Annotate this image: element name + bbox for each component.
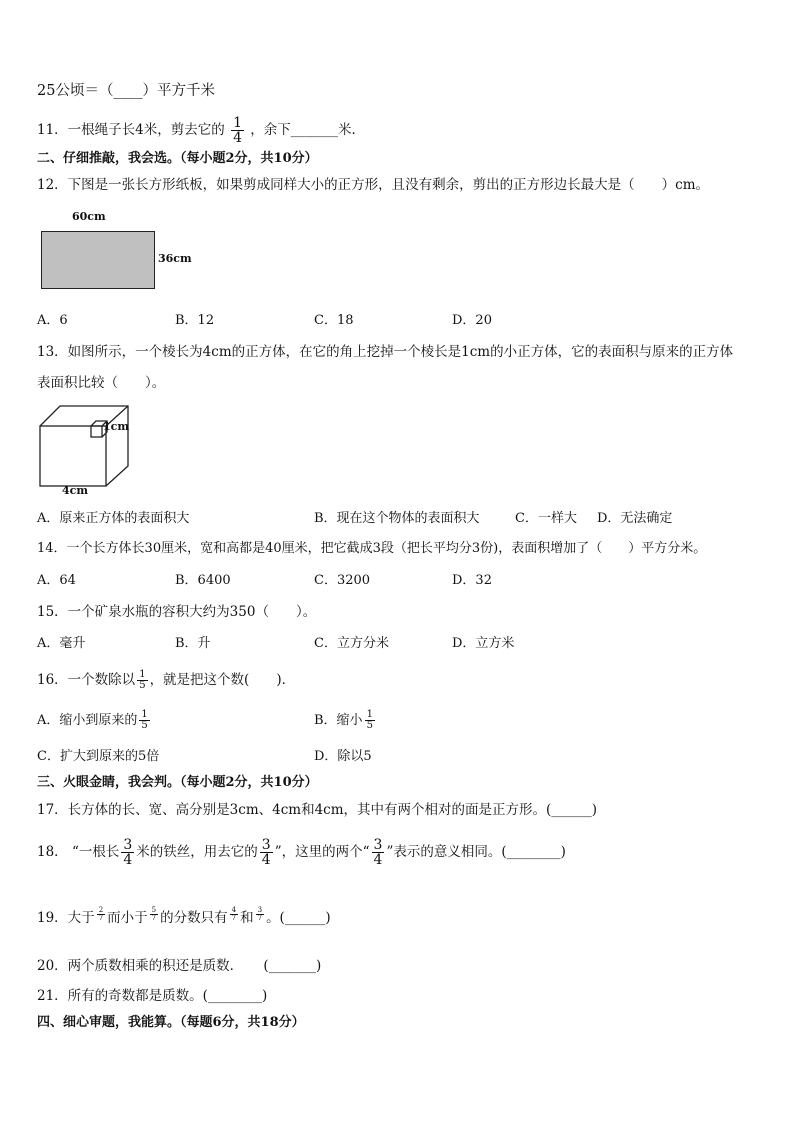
fraction-3-4 [121,838,134,867]
q12-option-c: C．18 [314,313,354,328]
question-13-line1: 13．如图所示，一个棱长为4cm的正方体，在它的角上挖掉一个棱长是1cm的小正方体，它的表面积与原来的正方体 [37,344,734,360]
q16-option-d: D．除以5 [314,749,372,764]
fraction-denominator: 4 [123,852,133,868]
q13-option-a: A．原来正方体的表面积大 [37,511,190,526]
fraction-numerator: 1 [141,709,148,720]
fraction-1-5 [365,710,375,731]
q16-option-b [314,710,377,731]
q19-text-d: 和 [240,910,254,926]
fraction-1-5 [137,670,147,691]
fraction-3-7 [256,907,264,922]
fraction-denominator: 5 [366,720,373,731]
fraction-denominator: 5 [139,680,146,691]
rect-width-label: 60cm [72,210,106,223]
fraction-denominator: 4 [261,852,271,868]
q16-option-a [37,710,152,731]
fraction-numerator: 4 [231,906,237,914]
fraction-denominator: 7 [257,914,263,922]
cube-front-face [40,426,106,486]
fraction-denominator: 7 [98,914,104,922]
q19-text-c: 的分数只有 [160,910,228,926]
fraction-numerator: 3 [373,837,383,853]
fraction-numerator: 1 [366,709,373,720]
question-17: 17．长方体的长、宽、高分别是3cm、4cm和4cm，其中有两个相对的面是正方形。(______) [37,802,598,818]
q14-option-a: A．64 [37,573,76,588]
question-21: 21．所有的奇数都是质数。(________) [37,988,268,1004]
q15-option-b: B．升 [175,636,211,651]
question-13-line2: 表面积比较（ ）。 [37,375,166,391]
q19-text-b: 而小于 [107,910,148,926]
fraction-denominator: 7 [231,914,237,922]
q15-option-d: D．立方米 [452,636,515,651]
q19-text-a: 19．大于 [37,910,95,926]
question-19 [37,906,331,927]
q16-option-c: C．扩大到原来的5倍 [37,749,160,764]
fraction-1-5 [139,710,149,731]
q14-option-d: D．32 [452,573,492,588]
q13-option-d: D．无法确定 [597,511,673,526]
fraction-numerator: 3 [257,906,263,914]
question-12: 12．下图是一张长方形纸板，如果剪成同样大小的正方形，且没有剩余，剪出的正方形边长最大是（ ）cm。 [37,177,710,193]
fraction-3-4 [372,838,385,867]
section-4-heading: 四、细心审题，我能算。（每题6分，共18分） [37,1015,305,1030]
q18-text-c: ”，这里的两个“ [274,844,370,860]
q13-option-c: C．一样大 [515,511,577,526]
cube-small-label: 1cm [103,420,129,433]
small-cube-cut [91,426,102,437]
q14-option-b: B．6400 [175,573,231,588]
section-3-heading: 三、火眼金睛，我会判。（每小题2分，共10分） [37,775,318,790]
question-11 [37,116,365,145]
fraction-denominator: 4 [373,852,383,868]
rect-height-label: 36cm [158,252,192,265]
section-2-heading: 二、仔细推敲，我会选。（每小题2分，共10分） [37,151,318,166]
q11-text-b: ，余下_______米． [250,122,366,138]
q12-option-b: B．12 [175,313,215,328]
q16-text-b: ，就是把这个数( )． [149,672,296,688]
fraction-numerator: 1 [139,669,146,680]
q12-option-a: A．6 [37,313,68,328]
fraction-denominator: 5 [141,720,148,731]
fraction-numerator: 1 [233,115,242,131]
q16-option-b-text: B．缩小 [314,713,363,728]
fraction-numerator: 3 [123,837,133,853]
rectangle-figure [41,231,155,289]
fraction-numerator: 2 [98,906,104,914]
q18-text-d: ”表示的意义相同。(________) [386,844,566,860]
q11-text-a: 11．一根绳子长4米，剪去它的 [37,122,225,138]
fraction-1-4 [231,116,244,145]
fraction-3-4 [260,838,273,867]
fraction-2-7 [97,907,105,922]
question-20: 20．两个质数相乘的积还是质数． (_______) [37,958,322,974]
question-15: 15．一个矿泉水瓶的容积大约为350（ ）。 [37,604,317,620]
fraction-numerator: 3 [261,837,271,853]
q13-option-b: B．现在这个物体的表面积大 [314,511,480,526]
question-16 [37,670,295,691]
q16-option-a-text: A．缩小到原来的 [37,713,138,728]
q12-option-d: D．20 [452,313,492,328]
fraction-4-7 [230,907,238,922]
q19-text-e: 。(______) [266,910,331,926]
cube-edge-label: 4cm [62,484,88,497]
fraction-numerator: 5 [151,906,157,914]
q15-option-c: C．立方分米 [314,636,389,651]
q15-option-a: A．毫升 [37,636,86,651]
question-14: 14．一个长方体长30厘米，宽和高都是40厘米，把它截成3段（把长平均分3份)，表面积增加了（ ）平方分米。 [37,541,707,556]
fraction-denominator: 7 [151,914,157,922]
question-18 [37,838,566,867]
fraction-5-7 [150,907,158,922]
fraction-denominator: 4 [233,130,242,146]
q16-text-a: 16．一个数除以 [37,672,136,688]
q18-text-b: 米的铁丝，用去它的 [136,844,258,860]
question-10-tail: 25公顷＝（____）平方千米 [37,83,215,99]
q18-text-a: 18． “一根长 [37,844,120,860]
cube-figure [34,402,144,492]
q14-option-c: C．3200 [314,573,371,588]
